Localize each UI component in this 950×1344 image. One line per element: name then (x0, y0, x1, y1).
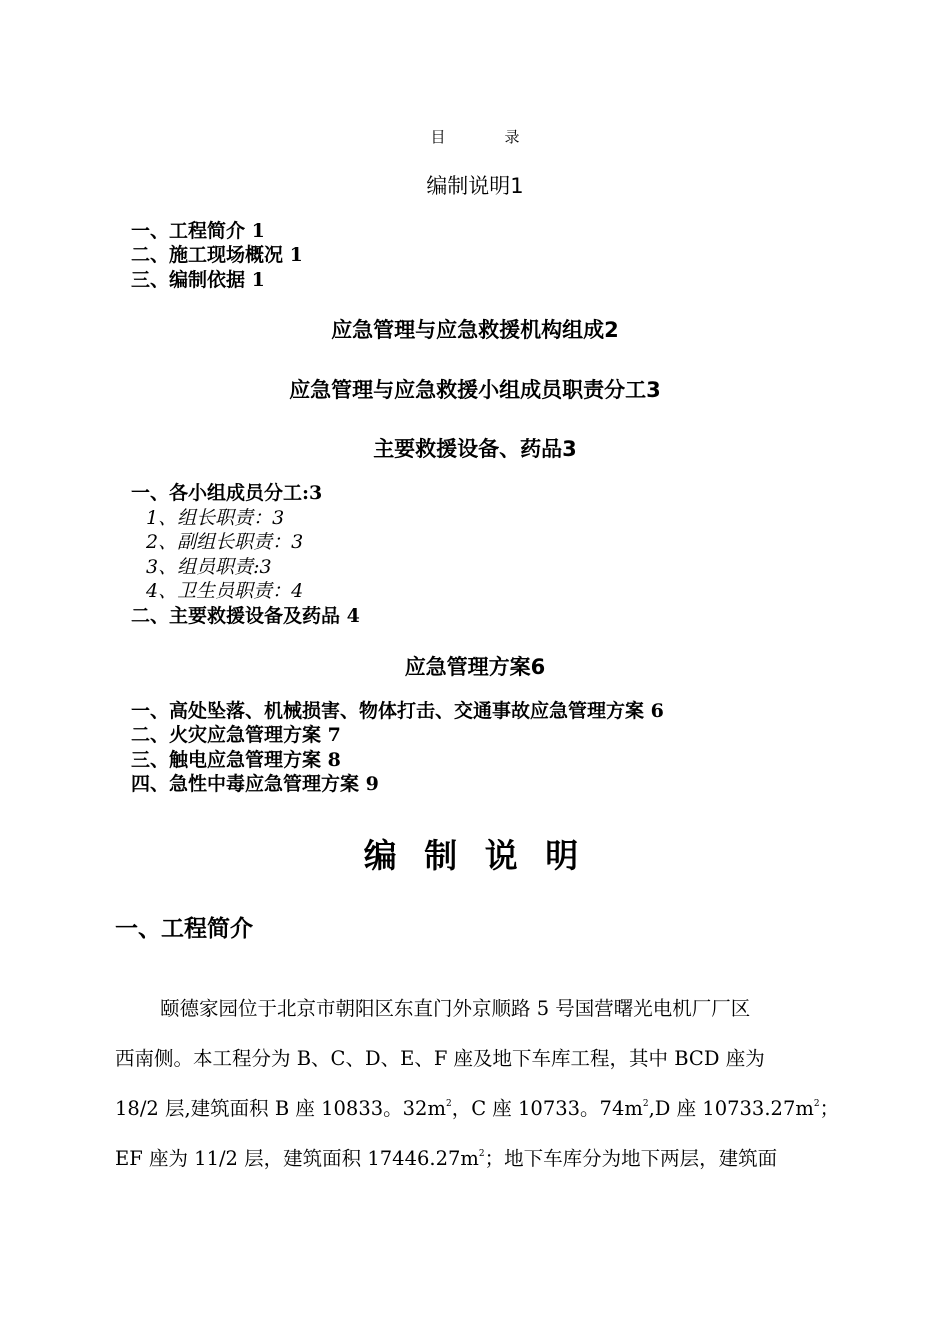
toc-entry-1-3[interactable]: 三、编制依据 1 (131, 269, 265, 291)
paragraph-line-2: 西南侧。本工程分为 B、C、D、E、F 座及地下车库工程，其中 BCD 座为 (115, 1047, 765, 1070)
toc-entry-4-1[interactable]: 一、各小组成员分工:3 (131, 482, 323, 504)
toc-chapter-2[interactable]: 应急管理与应急救援机构组成2 (331, 318, 619, 342)
toc-chapter-3[interactable]: 应急管理与应急救援小组成员职责分工3 (289, 378, 661, 402)
paragraph-line-4 (115, 1146, 835, 1172)
main-title: 编 制 说 明 (363, 836, 587, 875)
superscript-2: 2 (813, 1099, 820, 1109)
paragraph-line-1: 颐德家园位于北京市朝阳区东直门外京顺路 5 号国营曙光电机厂厂区 (160, 997, 751, 1020)
paragraph-line-3-part-a: 18/2 层,建筑面积 B 座 10833。32m (115, 1097, 446, 1120)
paragraph-line-4-part-b: ；地下车库分为地下两层，建筑面 (484, 1147, 778, 1170)
toc-subentry-4-1-3[interactable]: 3、组员职责:3 (146, 556, 272, 578)
superscript-2: 2 (642, 1099, 649, 1109)
section-heading: 一、工程简介 (115, 916, 253, 942)
paragraph-line-3-part-d: ； (819, 1097, 840, 1120)
toc-entry-5-2[interactable]: 二、火灾应急管理方案 7 (131, 724, 341, 746)
toc-subentry-4-1-4[interactable]: 4、卫生员职责：4 (146, 580, 304, 602)
paragraph-line-4-part-a: EF 座为 11/2 层，建筑面积 17446.27m (115, 1147, 479, 1170)
toc-subentry-4-1-1[interactable]: 1、组长职责：3 (146, 507, 285, 529)
toc-subentry-4-1-2[interactable]: 2、副组长职责：3 (146, 531, 304, 553)
paragraph-line-3-part-b: ，C 座 10733。74m (451, 1097, 643, 1120)
toc-entry-1-1[interactable]: 一、工程简介 1 (131, 220, 265, 242)
toc-entry-4-2[interactable]: 二、主要救援设备及药品 4 (131, 605, 360, 627)
toc-entry-1-2[interactable]: 二、施工现场概况 1 (131, 244, 303, 266)
paragraph-line-3 (115, 1096, 840, 1122)
toc-entry-5-4[interactable]: 四、急性中毒应急管理方案 9 (131, 773, 379, 795)
superscript-2: 2 (478, 1149, 485, 1159)
paragraph-line-3-part-c: ,D 座 10733.27m (648, 1097, 814, 1120)
toc-entry-5-3[interactable]: 三、触电应急管理方案 8 (131, 749, 341, 771)
toc-chapter-5[interactable]: 应急管理方案6 (404, 655, 546, 679)
toc-chapter-1[interactable]: 编制说明1 (426, 174, 524, 198)
toc-chapter-4[interactable]: 主要救援设备、药品3 (373, 437, 577, 461)
toc-entry-5-1[interactable]: 一、高处坠落、机械损害、物体打击、交通事故应急管理方案 6 (131, 700, 664, 722)
toc-title: 目 录 (430, 128, 542, 146)
superscript-2: 2 (445, 1099, 452, 1109)
